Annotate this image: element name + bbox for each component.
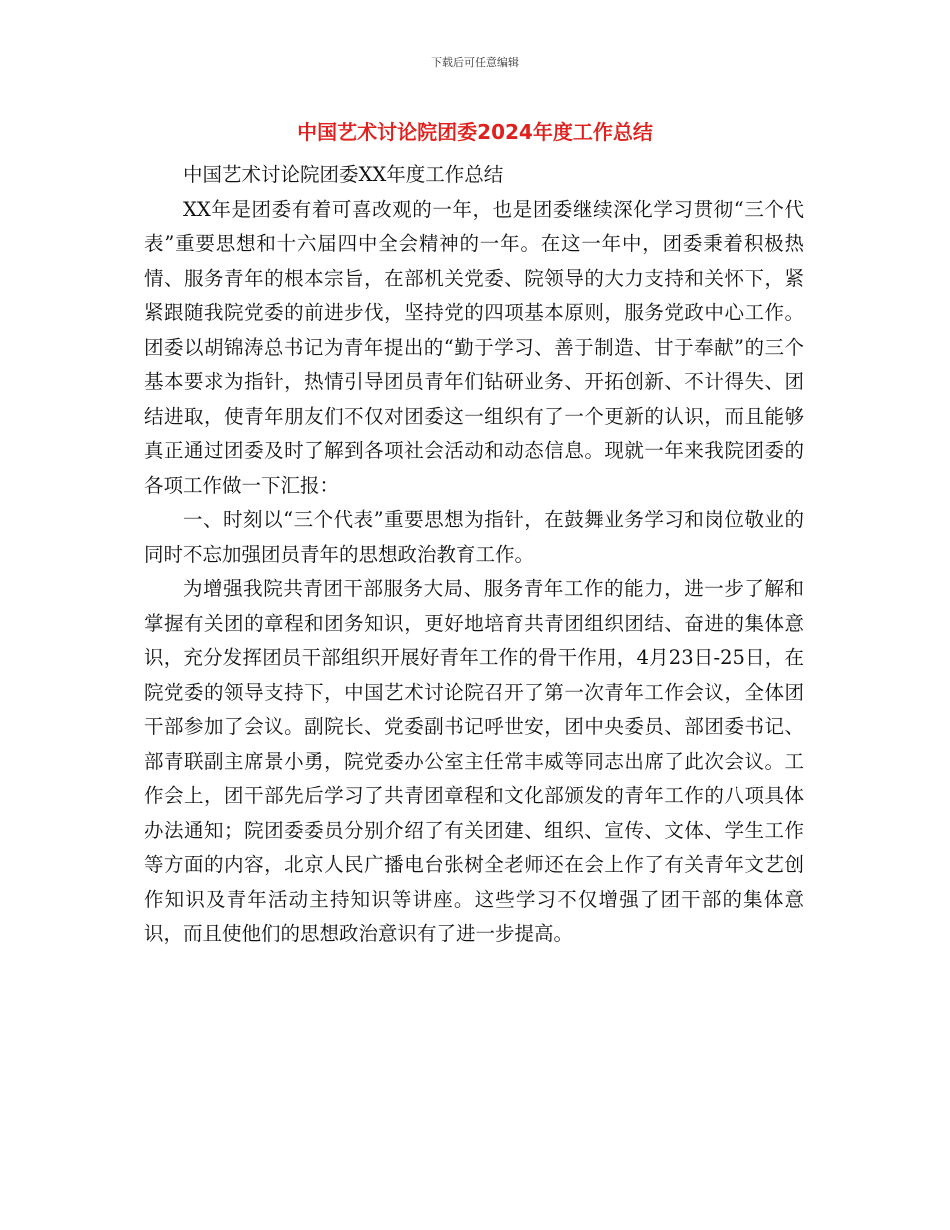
- paragraph: XX年是团委有着可喜改观的一年，也是团委继续深化学习贯彻“三个代表”重要思想和十六届四中全会精神的一年。在这一年中，团委秉着积极热情、服务青年的根本宗旨，在部机关党委、院领导的大力支持和关怀下，紧紧跟随我院党委的前进步伐，坚持党的四项基本原则，服务党政中心工作。团委以胡锦涛总书记为青年提出的“勤于学习、善于制造、甘于奉献”的三个基本要求为指针，热情引导团员青年们钻研业务、开拓创新、不计得失、团结进取，使青年朋友们不仅对团委这一组织有了一个更新的认识，而且能够真正通过团委及时了解到各项社会活动和动态信息。现就一年来我院团委的各项工作做一下汇报：: [144, 197, 804, 497]
- paragraph: 一、时刻以“三个代表”重要思想为指针，在鼓舞业务学习和岗位敬业的同时不忘加强团员青年的思想政治教育工作。: [144, 508, 804, 566]
- paragraph: 为增强我院共青团干部服务大局、服务青年工作的能力，进一步了解和掌握有关团的章程和团务知识，更好地培育共青团组织团结、奋进的集体意识，充分发挥团员干部组织开展好青年工作的骨干作用，4月23日-25日，在院党委的领导支持下，中国艺术讨论院召开了第一次青年工作会议，全体团干部参加了会议。副院长、党委副书记呼世安，团中央委员、部团委书记、部青联副主席景小勇，院党委办公室主任常丰威等同志出席了此次会议。工作会上，团干部先后学习了共青团章程和文化部颁发的青年工作的八项具体办法通知；院团委委员分别介绍了有关团建、组织、宣传、文体、学生工作等方面的内容，北京人民广播电台张树全老师还在会上作了有关青年文艺创作知识及青年活动主持知识等讲座。这些学习不仅增强了团干部的集体意识，而且使他们的思想政治意识有了进一步提高。: [144, 577, 804, 945]
- document-title: 中国艺术讨论院团委2024年度工作总结: [297, 120, 653, 144]
- paragraph: 中国艺术讨论院团委XX年度工作总结: [183, 163, 504, 186]
- header-note: 下载后可任意编辑: [431, 56, 519, 69]
- document-body: [144, 158, 804, 952]
